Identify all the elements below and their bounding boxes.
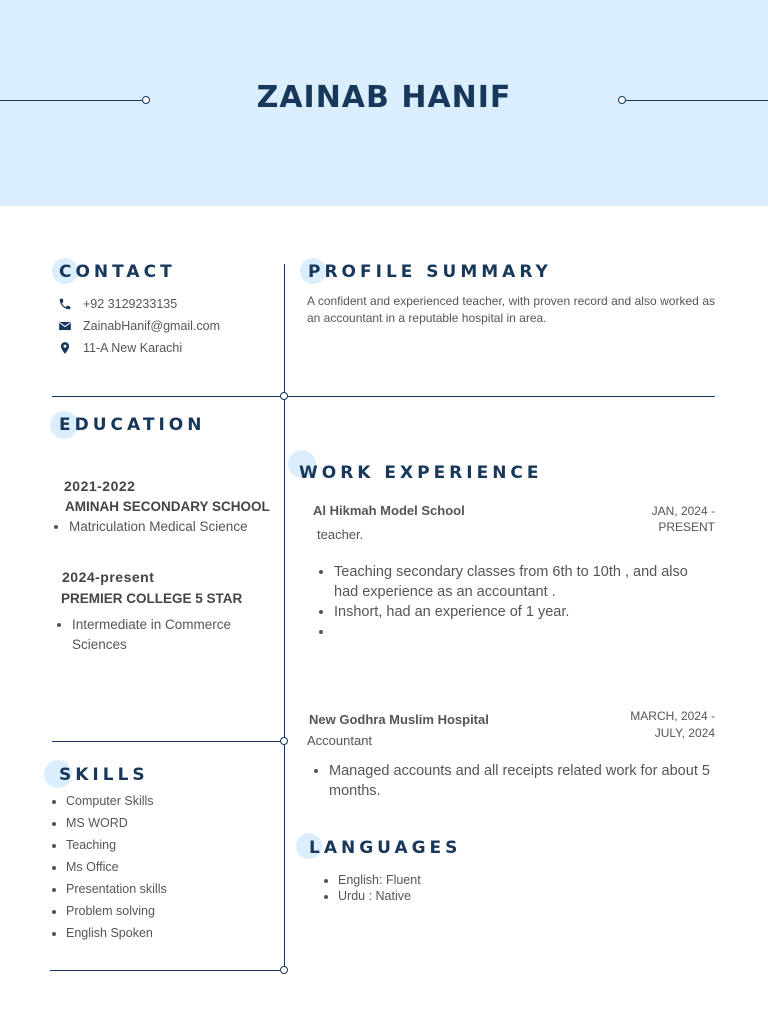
location-pin-icon	[58, 341, 72, 355]
edu-1-details	[53, 519, 283, 534]
job-2-role: Accountant	[307, 733, 373, 748]
languages-list	[322, 872, 622, 904]
job-1-date-line1: JAN, 2024 -	[651, 504, 715, 518]
skill-item: • MS WORD	[66, 812, 280, 834]
skill-item: • Teaching	[66, 834, 280, 856]
skills-title: SKILLS	[59, 765, 149, 785]
divider-dot-1	[280, 392, 288, 400]
edu-1-school: AMINAH SECONDARY SCHOOL	[65, 499, 270, 514]
phone-icon	[58, 297, 72, 311]
language-item: • Urdu : Native	[338, 888, 622, 904]
skill-item: • Computer Skills	[66, 790, 280, 812]
job-2-date-line2: JULY, 2024	[654, 726, 715, 740]
edu-1-detail: • Matriculation Medical Science	[69, 519, 283, 534]
skill-item: • Presentation skills	[66, 878, 280, 900]
education-title: EDUCATION	[59, 415, 206, 435]
contact-phone[interactable]	[58, 297, 177, 311]
edu-2-school: PREMIER COLLEGE 5 STAR	[61, 591, 243, 606]
edu-2-details	[56, 615, 256, 655]
profile-text: A confident and experienced teacher, with proven record and also worked as an accountant in a reputable hospital in area.	[307, 294, 715, 325]
contact-title: CONTACT	[59, 262, 176, 282]
job-1-bullet-1: • Teaching secondary classes from 6th to 10th , and also had experience as an accountant .	[334, 562, 715, 602]
job-1-company: Al Hikmah Model School	[313, 503, 465, 518]
job-2-bullet-1: • Managed accounts and all receipts related work for about 5 months.	[329, 761, 710, 801]
job-1-bullets	[318, 562, 715, 642]
edu-1-years: 2021-2022	[64, 478, 136, 494]
phone-text: +92 3129233135	[83, 297, 178, 311]
skill-item: • English Spoken	[66, 922, 280, 944]
job-1-bullet-3	[334, 622, 715, 642]
languages-title: LANGUAGES	[309, 838, 462, 858]
edu-2-years: 2024-present	[62, 569, 155, 585]
job-2-date-line1: MARCH, 2024 -	[630, 709, 715, 723]
divider-skills	[52, 741, 284, 742]
skills-list	[50, 790, 280, 944]
work-title: WORK EXPERIENCE	[299, 463, 543, 483]
divider-dot-3	[280, 966, 288, 974]
divider-contact	[52, 396, 715, 397]
job-1-date-line2: PRESENT	[658, 520, 715, 534]
job-1-role: teacher.	[317, 527, 364, 542]
edu-2-detail: • Intermediate in Commerce Sciences	[72, 615, 256, 655]
job-2-bullets	[313, 761, 710, 801]
job-2-company: New Godhra Muslim Hospital	[309, 712, 489, 727]
center-divider	[284, 264, 285, 970]
contact-address	[58, 341, 182, 355]
profile-title: PROFILE SUMMARY	[308, 262, 552, 282]
skill-item: • Ms Office	[66, 856, 280, 878]
divider-dot-2	[280, 737, 288, 745]
candidate-name: ZAINAB HANIF	[256, 80, 512, 115]
skill-item: • Problem solving	[66, 900, 280, 922]
email-text: ZainabHanif@gmail.com	[83, 319, 221, 333]
divider-bottom	[50, 970, 284, 971]
email-icon	[58, 319, 72, 333]
contact-email[interactable]	[58, 319, 220, 333]
address-text: 11-A New Karachi	[83, 341, 183, 355]
language-item: • English: Fluent	[338, 872, 622, 888]
job-1-bullet-2: • Inshort, had an experience of 1 year.	[334, 602, 715, 622]
